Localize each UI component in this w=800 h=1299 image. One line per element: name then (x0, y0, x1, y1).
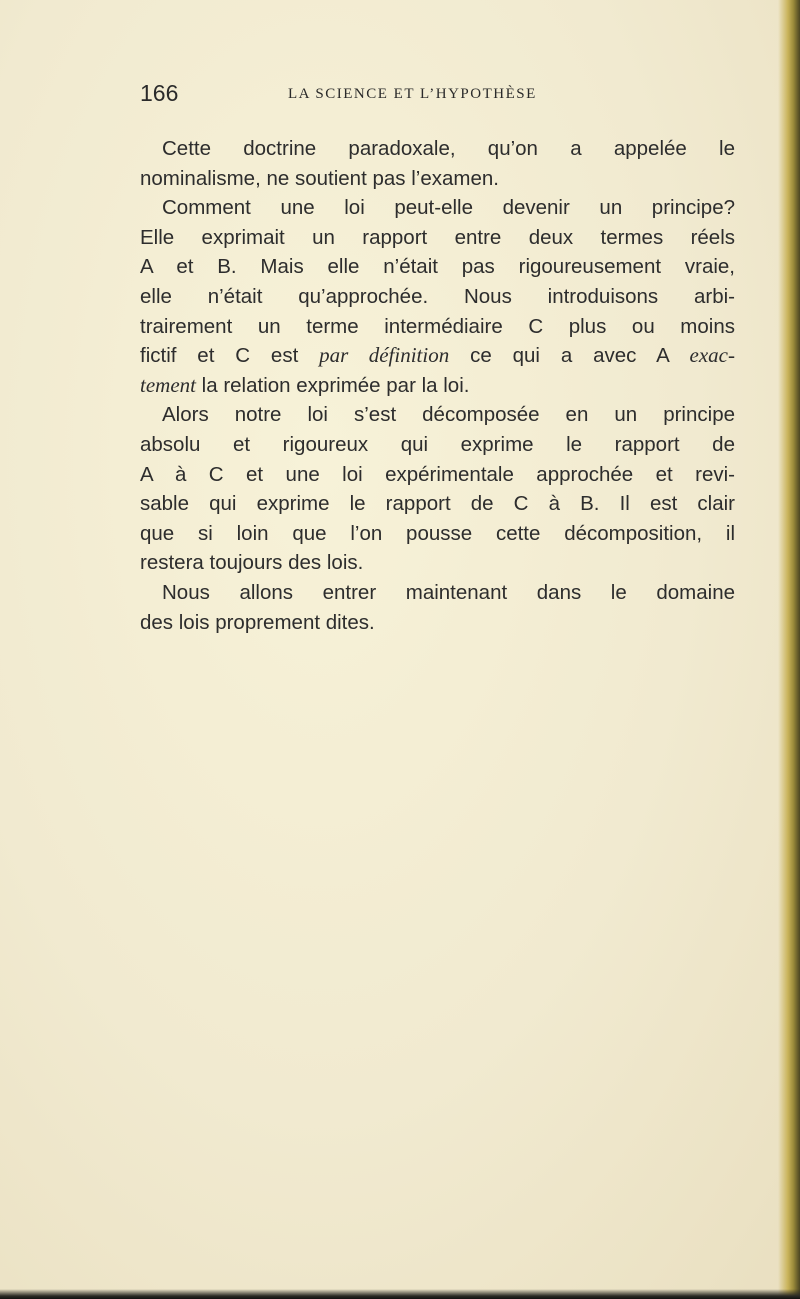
italic-run: exac- (689, 343, 735, 368)
page-edge-shadow (778, 0, 800, 1299)
text-line: absolu et rigoureux qui exprime le rapport de (140, 432, 735, 456)
text-line: Alors notre loi s’est décomposée en un principe (162, 403, 735, 427)
text-line: Cette doctrine paradoxale, qu’on a appelée le (162, 137, 735, 160)
text-line: elle n’était qu’approchée. Nous introduisons arbi- (140, 284, 735, 308)
text-run: ce qui a avec A (449, 344, 690, 368)
text-line: Elle exprimait un rapport entre deux termes réels (140, 225, 735, 249)
text-line: restera toujours des lois. (140, 551, 364, 575)
running-head: LA SCIENCE ET L’HYPOTHÈSE (288, 86, 537, 102)
text-line (140, 341, 735, 371)
body-text (140, 134, 735, 637)
italic-run: tement (140, 372, 196, 397)
text-line: A à C et une loi expérimentale approchée et revi- (140, 462, 735, 486)
text-run: la relation exprimée par la loi. (195, 373, 470, 397)
text-line: des lois proprement dites. (140, 610, 375, 634)
text-line: Comment une loi peut-elle devenir un principe? (162, 196, 735, 220)
text-line: sable qui exprime le rapport de C à B. Il est clair (140, 492, 735, 516)
text-line: A et B. Mais elle n’était pas rigoureusement vraie, (140, 255, 735, 279)
text-run: fictif et C est (140, 344, 320, 368)
text-line: que si loin que l’on pousse cette décomposition, il (140, 521, 735, 545)
text-line (140, 371, 735, 401)
text-line: nominalisme, ne soutient pas l’examen. (140, 166, 499, 190)
page-bottom-shadow (0, 1289, 800, 1299)
text-line: trairement un terme intermédiaire C plus ou moins (140, 314, 735, 338)
page-header (140, 80, 740, 110)
italic-run: par définition (319, 343, 450, 368)
page-number: 166 (140, 80, 179, 106)
text-line: Nous allons entrer maintenant dans le domaine (162, 580, 735, 604)
